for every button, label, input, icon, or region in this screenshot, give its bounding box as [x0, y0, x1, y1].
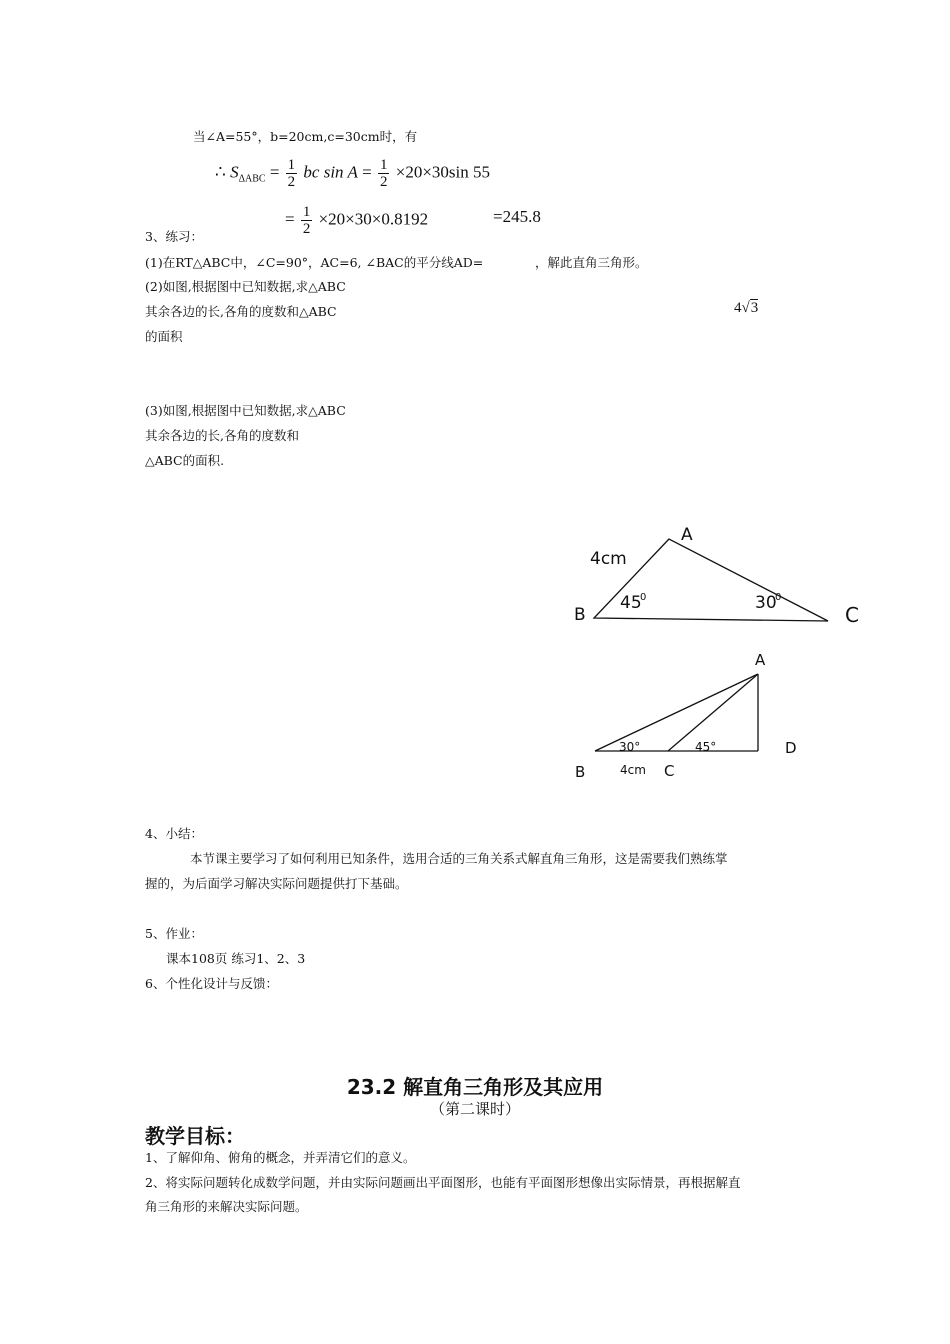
- exercise-1-tail: ，解此直角三角形。: [535, 255, 648, 270]
- label-b: B: [575, 763, 586, 781]
- objective-1: 1、了解仰角、俯角的概念，并弄清它们的意义。: [145, 1150, 416, 1165]
- objective-2-continued: 角三角形的来解决实际问题。: [145, 1199, 308, 1214]
- triangle-figure-2: [560, 645, 820, 785]
- label-c: C: [845, 603, 859, 627]
- angle-c-label: 30: [755, 593, 777, 613]
- angle-c-label: 45°: [695, 740, 717, 754]
- fraction-half: $\frac{1}{2}$: [287, 157, 296, 190]
- area-result: =245.8: [493, 207, 541, 226]
- side-length-value: 4√3: [734, 300, 759, 316]
- side-bc-label: 4cm: [620, 763, 646, 777]
- exercise-heading: 3、练习：: [145, 229, 203, 244]
- exercise-3-line-2: 其余各边的长,各角的度数和: [145, 428, 299, 443]
- label-b: B: [574, 605, 586, 625]
- objectives-heading: 教学目标：: [145, 1124, 245, 1148]
- area-formula-line-2: = $\frac{1}{2}$ ×20×30×0.8192: [285, 204, 429, 237]
- summary-heading: 4、小结：: [145, 826, 203, 841]
- objective-2: 2、将实际问题转化成数学问题，并由实际问题画出平面图形，也能有平面图形想像出实际情景，再根据解直: [145, 1175, 741, 1190]
- condition-line: 当∠A=55°，b=20cm,c=30cm时，有: [193, 129, 418, 144]
- lesson-title: 23.2 解直角三角形及其应用: [346, 1075, 604, 1099]
- exercise-3-line-3: △ABC的面积.: [145, 453, 225, 468]
- exercise-2-line-2: 其余各边的长,各角的度数和△ABC: [145, 304, 337, 319]
- angle-b-label: 45: [620, 593, 642, 613]
- degree-mark: 0: [640, 592, 647, 603]
- exercise-2-line-1: (2)如图,根据图中已知数据,求△ABC: [145, 279, 346, 294]
- angle-b-label: 30°: [619, 740, 641, 754]
- label-a: A: [681, 525, 693, 545]
- homework-heading: 5、作业：: [145, 926, 203, 941]
- degree-mark: 0: [775, 592, 782, 603]
- label-c: C: [664, 762, 675, 780]
- area-formula-line-1: ∴ $S_{\Delta ABC}$ = $\frac{1}{2}$ bc sin A = $\frac{1}{2}$ ×20×30sin 55: [215, 157, 490, 190]
- summary-line-1: 本节课主要学习了如何利用已知条件，选用合适的三角关系式解直角三角形，这是需要我们熟练掌: [190, 851, 728, 866]
- feedback-heading: 6、个性化设计与反馈：: [145, 976, 278, 991]
- exercise-2-line-3: 的面积: [145, 329, 183, 344]
- exercise-3-line-1: (3)如图,根据图中已知数据,求△ABC: [145, 403, 346, 418]
- label-d: D: [785, 739, 797, 757]
- fraction-half: $\frac{1}{2}$: [379, 157, 388, 190]
- lesson-subtitle: （第二课时）: [429, 1100, 520, 1118]
- homework-content: 课本108页 练习1、2、3: [166, 951, 306, 966]
- exercise-1: (1)在RT△ABC中，∠C=90°，AC=6, ∠BAC的平分线AD=: [145, 255, 484, 270]
- label-a: A: [755, 651, 766, 669]
- summary-line-2: 握的，为后面学习解决实际问题提供打下基础。: [145, 876, 408, 891]
- fraction-half: $\frac{1}{2}$: [302, 204, 311, 237]
- side-ab-label: 4cm: [590, 549, 627, 569]
- triangle-figure-1: [560, 515, 880, 635]
